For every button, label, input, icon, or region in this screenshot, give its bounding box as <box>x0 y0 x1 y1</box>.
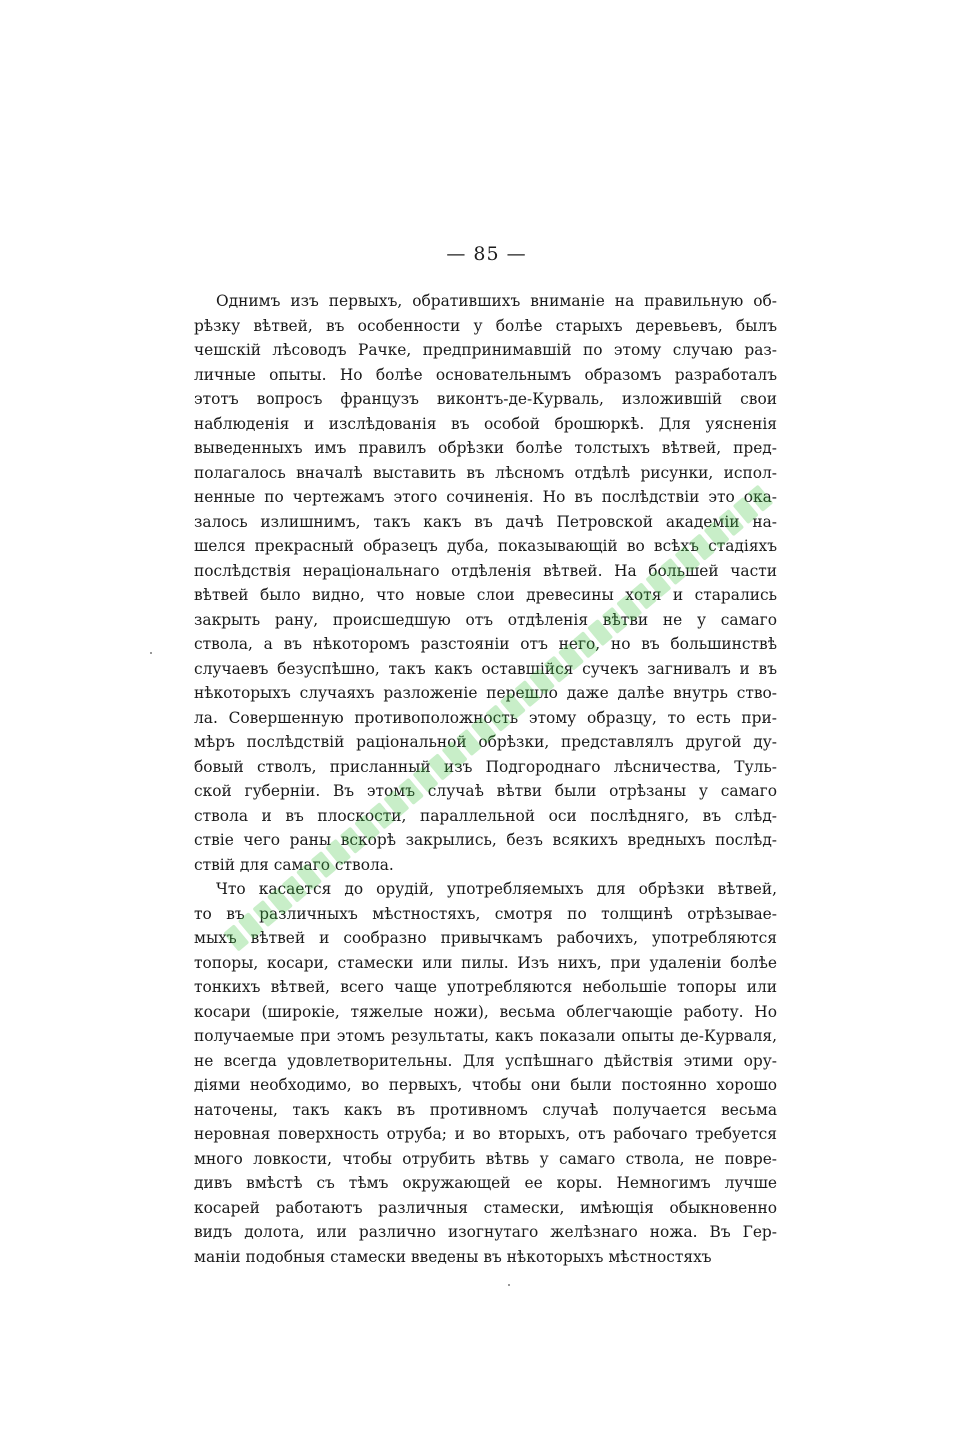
text-line: выведенныхъ имъ правилъ обрѣзки болѣе толстыхъ вѣтвей, пред- <box>194 439 777 457</box>
text-line: неровная поверхность отруба; и во вторыхъ, отъ рабочаго требуется <box>194 1125 777 1143</box>
paragraph <box>194 877 777 1269</box>
text-line: ствій для самаго ствола. <box>194 855 394 874</box>
text-line: Что касается до орудій, употребляемыхъ для обрѣзки вѣтвей, <box>216 880 777 898</box>
text-line: послѣдствія нераціональнаго отдѣленія вѣтвей. На большей части <box>194 561 777 580</box>
paragraph <box>194 289 777 877</box>
text-line: наблюденія и изслѣдованія въ особой брошюркѣ. Для уясненія <box>194 414 777 433</box>
text-line: много ловкости, чтобы отрубить вѣтвь у самаго ствола, не повре- <box>194 1149 777 1168</box>
text-line: ствіе чего раны вскорѣ закрылись, безъ всякихъ вредныхъ послѣд- <box>194 831 777 849</box>
text-line: полагалось вначалѣ выставить въ лѣсномъ отдѣлѣ рисунки, испол- <box>194 463 777 482</box>
text-line: рѣзку вѣтвей, въ особенности у болѣе старыхъ деревьевъ, былъ <box>194 316 777 335</box>
text-line: тонкихъ вѣтвей, всего чаще употребляются небольшіе топоры или <box>194 978 777 996</box>
text-line: ненные по чертежамъ этого сочиненія. Но въ послѣдствіи это ока- <box>194 488 777 506</box>
text-line: залось излишнимъ, такъ какъ въ дачѣ Петровской академіи на- <box>194 512 777 531</box>
text-line: ла. Совершенную противоположность этому образцу, то есть при- <box>194 708 777 727</box>
text-line: ствола, а въ нѣкоторомъ разстояніи отъ него, но въ большинствѣ <box>194 635 777 653</box>
text-line: маніи подобныя стамески введены въ нѣкоторыхъ мѣстностяхъ <box>194 1247 712 1266</box>
text-line: косарей работаютъ различныя стамески, имѣющія обыкновенно <box>194 1198 777 1217</box>
text-line: топоры, косари, стамески или пилы. Изъ нихъ, при удаленіи болѣе <box>194 953 777 972</box>
stray-mark <box>150 652 152 654</box>
body-text <box>194 289 777 1269</box>
text-line: бовый стволъ, присланный изъ Подгороднаго лѣсничества, Туль- <box>194 757 777 776</box>
text-line: мѣръ послѣдствій раціональной обрѣзки, представлялъ другой ду- <box>194 733 777 751</box>
text-line: нѣкоторыхъ случаяхъ разложеніе перешло даже далѣе внутрь ство- <box>194 684 777 702</box>
text-line: видъ долота, или различно изогнутаго желѣзнаго ножа. Въ Гер- <box>194 1223 777 1241</box>
text-line: ской губерніи. Въ этомъ случаѣ вѣтви были отрѣзаны у самаго <box>194 782 777 800</box>
text-line: то въ различныхъ мѣстностяхъ, смотря по толщинѣ отрѣзывае- <box>194 904 777 923</box>
text-line: мыхъ вѣтвей и сообразно привычкамъ рабочихъ, употребляются <box>194 929 777 947</box>
text-line: не всегда удовлетворительны. Для успѣшнаго дѣйствія этими ору- <box>194 1051 777 1070</box>
text-line: наточены, такъ какъ въ противномъ случаѣ получается весьма <box>194 1100 777 1119</box>
text-line: косари (широкіе, тяжелые ножи), весьма облегчающіе работу. Но <box>194 1002 777 1021</box>
text-line: получаемые при этомъ результаты, какъ показали опыты де-Курваля, <box>194 1027 777 1045</box>
text-line: Однимъ изъ первыхъ, обратившихъ вниманіе на правильную об- <box>216 292 777 310</box>
text-line: случаевъ безуспѣшно, такъ какъ оставшійся сучекъ загнивалъ и въ <box>194 659 777 678</box>
text-line: діями необходимо, во первыхъ, чтобы они были постоянно хорошо <box>194 1076 777 1094</box>
text-line: дивъ вмѣстѣ съ тѣмъ окружающей ее коры. Немногимъ лучше <box>194 1174 777 1192</box>
stray-mark <box>508 1284 510 1286</box>
text-line: личные опыты. Но болѣе основательнымъ образомъ разработалъ <box>194 365 777 384</box>
text-line: чешскій лѣсоводъ Рачке, предпринимавшій по этому случаю раз- <box>194 341 777 359</box>
text-line: вѣтвей было видно, что новые слои древесины хотя и старались <box>194 586 777 604</box>
text-line: ствола и въ плоскости, параллельной оси послѣдняго, въ слѣд- <box>194 806 777 825</box>
text-line: этотъ вопросъ французъ виконтъ-де-Курваль, изложившій свои <box>194 390 777 408</box>
page-number: — 85 — <box>446 243 527 265</box>
text-line: закрыть рану, происшедшую отъ отдѣленія вѣтви не у самаго <box>194 610 777 629</box>
text-line: шелся прекрасный образецъ дуба, показывающій во всѣхъ стадіяхъ <box>194 537 777 555</box>
